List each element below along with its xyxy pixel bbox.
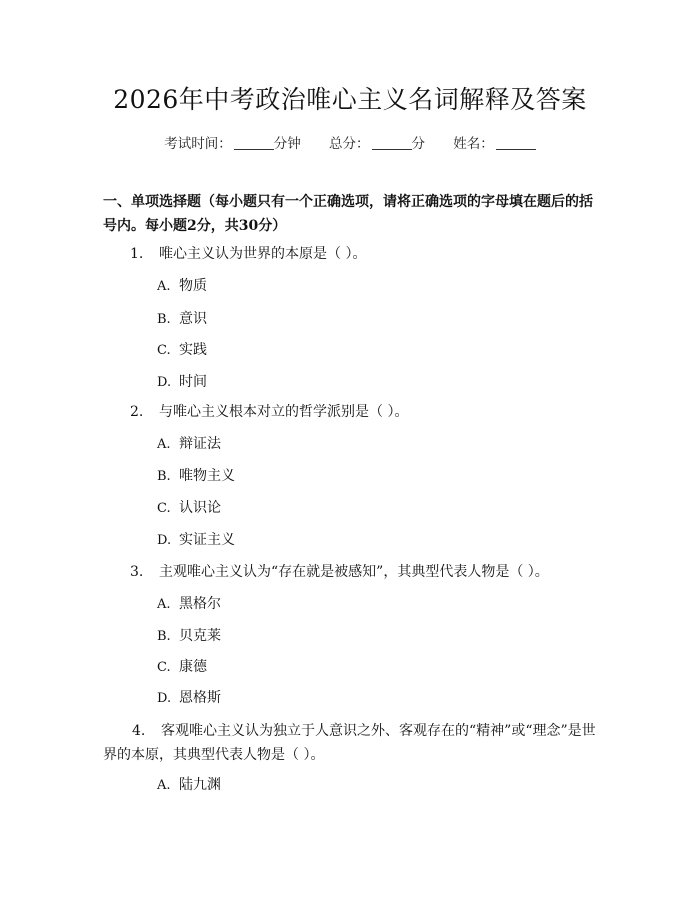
option-2d: D. 实证主义 [157,532,235,548]
question-number: 3. [130,564,144,580]
question-text: 唯心主义认为世界的本原是（ ）。 [159,246,367,262]
option-3a: A. 黑格尔 [157,596,221,612]
question-number: 2. [130,404,144,420]
total-score-field [329,132,425,152]
exam-time-blank [234,149,274,150]
option-4a: A. 陆九渊 [157,777,221,793]
name-field [453,132,536,152]
question-text: 主观唯心主义认为“存在就是被感知”，其典型代表人物是（ ）。 [159,564,549,580]
question-number: 4. [132,723,146,739]
option-1a: A. 物质 [157,278,207,294]
question-text: 与唯心主义根本对立的哲学派别是（ ）。 [159,404,409,420]
option-3b: B. 贝克莱 [157,628,221,644]
question-1 [130,242,366,266]
exam-time-field [164,132,301,152]
option-1b: B. 意识 [157,311,207,327]
exam-time-unit: 分钟 [273,136,301,152]
question-text: 客观唯心主义认为独立于人意识之外、客观存在的“精神”或“理念”是世界的本原，其典型代表人物是（ ）。 [103,723,596,763]
document-title: 2026年中考政治唯心主义名词解释及答案 [113,85,587,114]
name-label: 姓名： [453,136,494,152]
option-1c: C. 实践 [157,342,207,358]
option-2b: B. 唯物主义 [157,468,235,484]
option-3c: C. 康德 [157,659,207,675]
total-score-blank [372,149,412,150]
question-3 [130,560,549,584]
option-3d: D. 恩格斯 [157,690,221,706]
option-1d: D. 时间 [157,374,207,390]
option-2c: C. 认识论 [157,500,221,516]
question-4 [103,719,600,767]
total-score-label: 总分： [329,136,370,152]
total-score-unit: 分 [411,136,425,152]
exam-info-line [0,132,700,152]
option-2a: A. 辩证法 [157,436,221,452]
question-2 [130,400,408,424]
section-heading: 一、单项选择题（每小题只有一个正确选项，请将正确选项的字母填在题后的括号内。每小题2分，共30分） [103,194,593,234]
exam-time-label: 考试时间： [164,136,232,152]
name-blank [496,149,536,150]
question-number: 1. [130,246,144,262]
